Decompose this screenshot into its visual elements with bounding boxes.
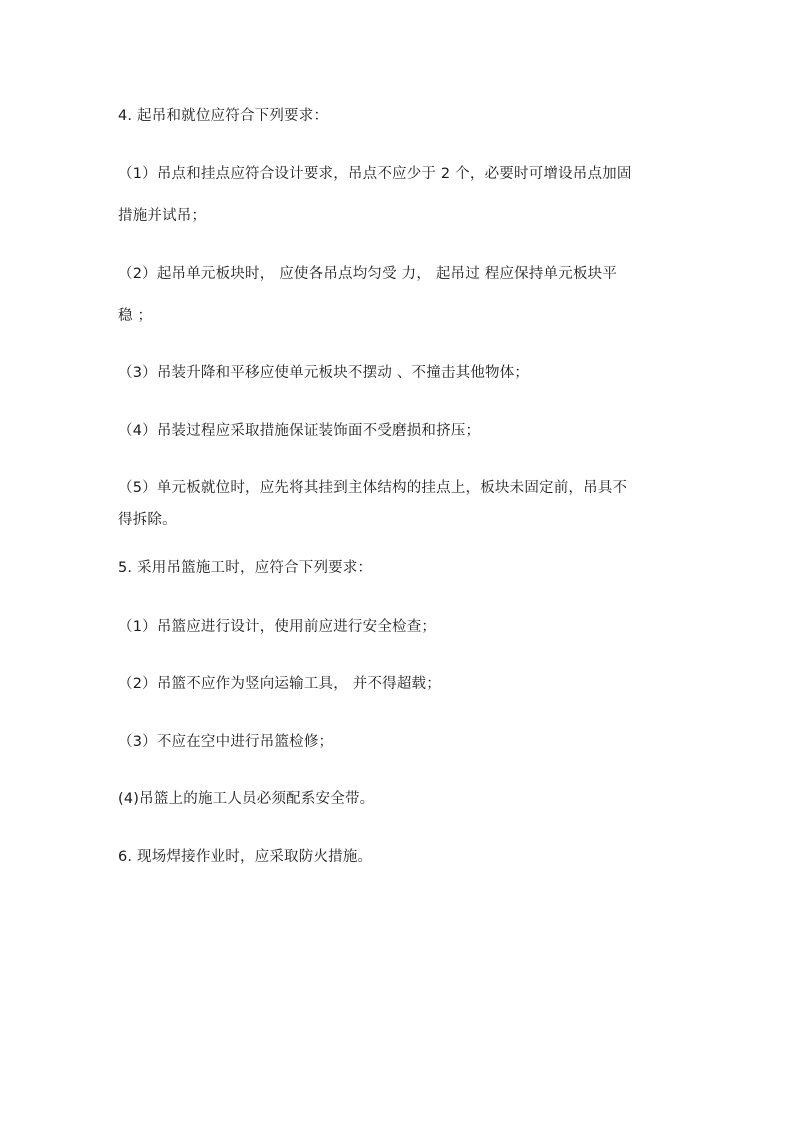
lifting-item-1: （1）吊点和挂点应符合设计要求，吊点不应少于 2 个，必要时可增设吊点加固 bbox=[118, 166, 632, 182]
lifting-item-5-continued: 得拆除。 bbox=[118, 512, 177, 528]
lifting-item-2: （2）起吊单元板块时， 应使各吊点均匀受 力， 起吊过 程应保持单元板块平 bbox=[118, 266, 618, 282]
gondola-item-2: （2）吊篮不应作为竖向运输工具， 并不得超载； bbox=[118, 676, 441, 692]
section-heading-gondola: 5. 采用吊篮施工时，应符合下列要求： bbox=[118, 560, 373, 576]
gondola-item-1: （1）吊篮应进行设计，使用前应进行安全检查； bbox=[118, 619, 437, 635]
gondola-item-4: (4)吊篮上的施工人员必须配系安全带。 bbox=[118, 791, 375, 807]
lifting-item-4: （4）吊装过程应采取措施保证装饰面不受磨损和挤压； bbox=[118, 423, 481, 439]
lifting-item-3: （3）吊装升降和平移应使单元板块不摆动 、不撞击其他物体； bbox=[118, 365, 530, 381]
gondola-item-3: （3）不应在空中进行吊篮检修； bbox=[118, 734, 334, 750]
lifting-item-2-continued: 稳 ； bbox=[118, 308, 153, 324]
lifting-item-5: （5）单元板就位时，应先将其挂到主体结构的挂点上，板块未固定前，吊具不 bbox=[118, 480, 628, 496]
section-heading-lifting: 4. 起吊和就位应符合下列要求： bbox=[118, 108, 329, 124]
section-heading-welding: 6. 现场焊接作业时，应采取防火措施。 bbox=[118, 849, 373, 865]
lifting-item-1-continued: 措施并试吊； bbox=[118, 208, 207, 224]
